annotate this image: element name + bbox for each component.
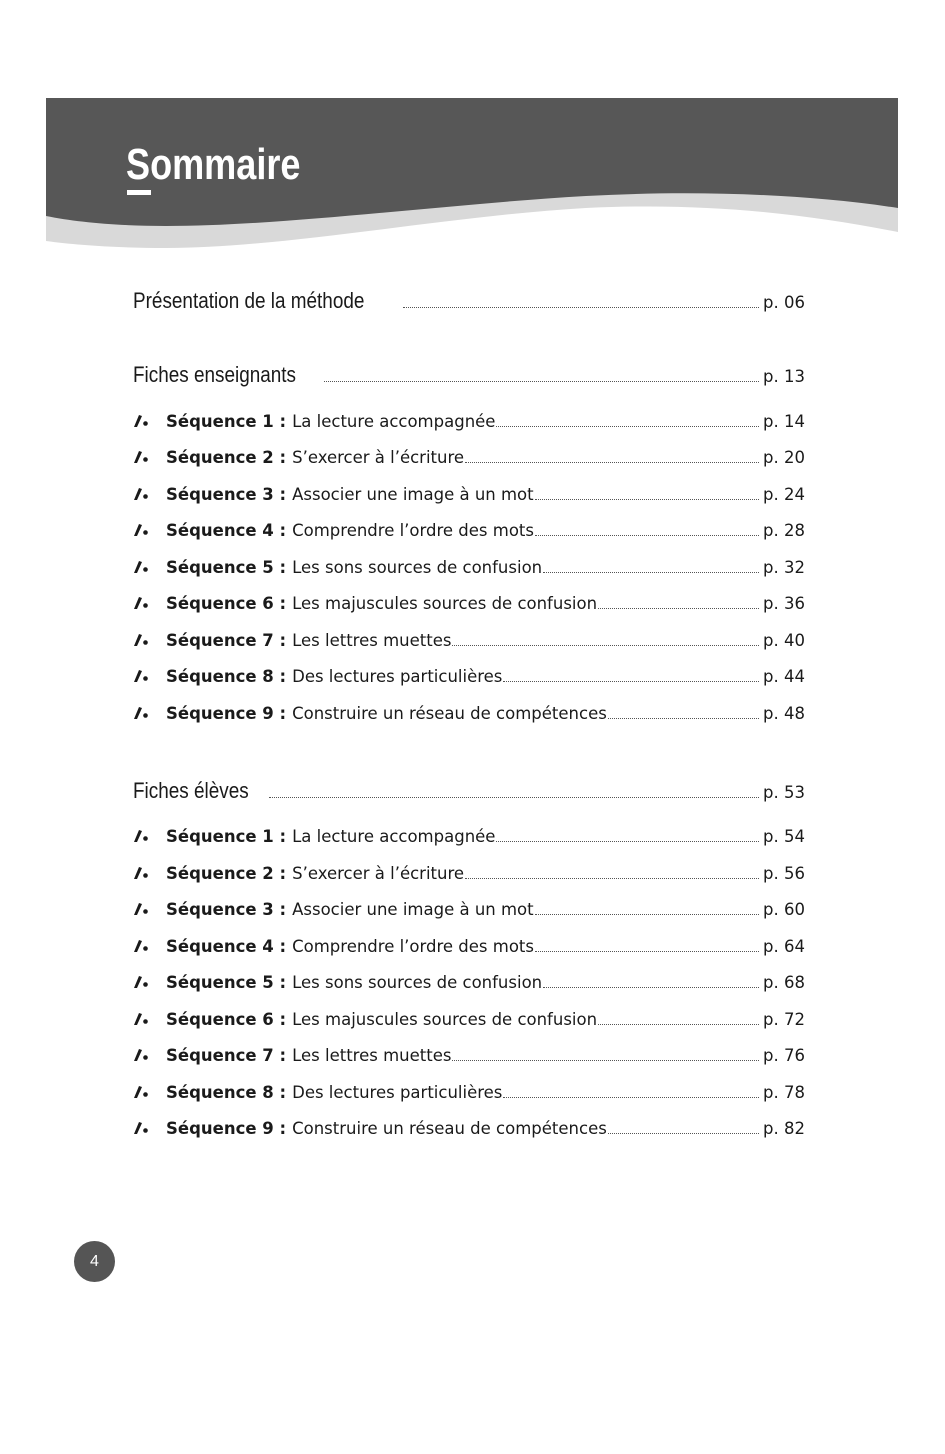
entry-page: p. 68 [763, 973, 805, 992]
entry-page: p. 76 [763, 1046, 805, 1065]
toc-intro-page: p. 06 [763, 293, 805, 312]
sequence-title: Les lettres muettes [292, 1046, 452, 1065]
sequence-title: Des lectures particulières [292, 667, 503, 686]
sequence-title: Les majuscules sources de confusion [292, 1010, 598, 1029]
sequence-title: Les sons sources de confusion [292, 973, 543, 992]
leader-dots [535, 535, 759, 536]
toc-entry[interactable] [133, 1083, 805, 1102]
sequence-title: S’exercer à l’écriture [292, 448, 465, 467]
toc-entry[interactable] [133, 631, 805, 650]
pencil-marker-icon [133, 633, 151, 647]
toc-entry[interactable] [133, 937, 805, 956]
entry-page: p. 32 [763, 558, 805, 577]
entry-page: p. 36 [763, 594, 805, 613]
toc-intro[interactable] [133, 288, 805, 314]
leader-dots [496, 426, 759, 427]
sequence-title: Associer une image à un mot [292, 485, 534, 504]
leader-dots [535, 499, 759, 500]
pencil-marker-icon [133, 523, 151, 537]
leader-dots [543, 987, 759, 988]
pencil-marker-icon [133, 560, 151, 574]
leader-dots [608, 1133, 759, 1134]
sequence-title: La lecture accompagnée [292, 412, 496, 431]
leader-dots [598, 608, 759, 609]
toc-entry[interactable] [133, 704, 805, 723]
section-page: p. 13 [763, 367, 805, 386]
entry-page: p. 20 [763, 448, 805, 467]
entry-page: p. 28 [763, 521, 805, 540]
pencil-marker-icon [133, 669, 151, 683]
toc-entry[interactable] [133, 900, 805, 919]
sequence-title: Comprendre l’ordre des mots [292, 937, 535, 956]
sequence-title: Des lectures particulières [292, 1083, 503, 1102]
toc-intro-label: Présentation de la méthode [133, 288, 365, 313]
sequence-number: Séquence 7 : [166, 631, 287, 650]
entry-page: p. 54 [763, 827, 805, 846]
pencil-marker-icon [133, 1012, 151, 1026]
sequence-number: Séquence 3 : [166, 485, 287, 504]
toc-entry[interactable] [133, 558, 805, 577]
leader-dots [608, 718, 759, 719]
pencil-marker-icon [133, 829, 151, 843]
entry-page: p. 14 [763, 412, 805, 431]
sequence-number: Séquence 9 : [166, 1119, 287, 1138]
sequence-title: S’exercer à l’écriture [292, 864, 465, 883]
entry-page: p. 64 [763, 937, 805, 956]
sequence-title: Construire un réseau de compétences [292, 1119, 607, 1138]
leader-dots [503, 1097, 759, 1098]
entry-page: p. 78 [763, 1083, 805, 1102]
entry-page: p. 24 [763, 485, 805, 504]
pencil-marker-icon [133, 487, 151, 501]
sequence-number: Séquence 2 : [166, 448, 287, 467]
leader-dots [269, 797, 760, 798]
sequence-title: Les sons sources de confusion [292, 558, 543, 577]
pencil-marker-icon [133, 450, 151, 464]
toc-entry[interactable] [133, 827, 805, 846]
pencil-marker-icon [133, 939, 151, 953]
pencil-marker-icon [133, 596, 151, 610]
section-label: Fiches élèves [133, 778, 249, 803]
sequence-title: Les lettres muettes [292, 631, 452, 650]
pencil-marker-icon [133, 1048, 151, 1062]
pencil-marker-icon [133, 706, 151, 720]
toc-entry[interactable] [133, 1119, 805, 1138]
sequence-number: Séquence 4 : [166, 937, 287, 956]
pencil-marker-icon [133, 975, 151, 989]
leader-dots [324, 381, 759, 382]
sequence-number: Séquence 5 : [166, 558, 287, 577]
sequence-number: Séquence 2 : [166, 864, 287, 883]
page-title: Sommaire [126, 140, 301, 189]
pencil-marker-icon [133, 414, 151, 428]
leader-dots [543, 572, 759, 573]
page-number: 4 [90, 1252, 99, 1270]
toc-entry[interactable] [133, 448, 805, 467]
leader-dots [535, 914, 759, 915]
section-page: p. 53 [763, 783, 805, 802]
sequence-number: Séquence 5 : [166, 973, 287, 992]
sequence-number: Séquence 4 : [166, 521, 287, 540]
pencil-marker-icon [133, 1121, 151, 1135]
leader-dots [535, 951, 759, 952]
entry-page: p. 60 [763, 900, 805, 919]
entry-page: p. 82 [763, 1119, 805, 1138]
leader-dots [452, 645, 759, 646]
title-underline [127, 190, 151, 195]
sequence-number: Séquence 9 : [166, 704, 287, 723]
toc-section-eleves[interactable] [133, 778, 805, 804]
sequence-number: Séquence 8 : [166, 1083, 287, 1102]
section-label: Fiches enseignants [133, 362, 297, 387]
leader-dots [452, 1060, 759, 1061]
sequence-title: Associer une image à un mot [292, 900, 534, 919]
sequence-title: La lecture accompagnée [292, 827, 496, 846]
sequence-number: Séquence 1 : [166, 827, 287, 846]
pencil-marker-icon [133, 1085, 151, 1099]
entry-page: p. 44 [763, 667, 805, 686]
toc-entry[interactable] [133, 667, 805, 686]
leader-dots [465, 878, 759, 879]
sequence-title: Comprendre l’ordre des mots [292, 521, 535, 540]
pencil-marker-icon [133, 866, 151, 880]
sequence-number: Séquence 8 : [166, 667, 287, 686]
entry-page: p. 48 [763, 704, 805, 723]
toc-entry[interactable] [133, 521, 805, 540]
sequence-title: Construire un réseau de compétences [292, 704, 607, 723]
sequence-number: Séquence 7 : [166, 1046, 287, 1065]
toc-entry[interactable] [133, 594, 805, 613]
entry-page: p. 56 [763, 864, 805, 883]
sequence-number: Séquence 3 : [166, 900, 287, 919]
page-number-badge [74, 1241, 115, 1282]
sequence-title: Les majuscules sources de confusion [292, 594, 598, 613]
toc-entry[interactable] [133, 973, 805, 992]
leader-dots [598, 1024, 759, 1025]
leader-dots [496, 841, 759, 842]
leader-dots [403, 307, 759, 308]
sequence-number: Séquence 1 : [166, 412, 287, 431]
toc-entry[interactable] [133, 864, 805, 883]
leader-dots [465, 462, 759, 463]
toc-entry[interactable] [133, 1010, 805, 1029]
sequence-number: Séquence 6 : [166, 594, 287, 613]
toc-entry[interactable] [133, 1046, 805, 1065]
entry-page: p. 40 [763, 631, 805, 650]
toc-entry[interactable] [133, 412, 805, 431]
toc-section-enseignants[interactable] [133, 362, 805, 388]
entry-page: p. 72 [763, 1010, 805, 1029]
toc-entry[interactable] [133, 485, 805, 504]
pencil-marker-icon [133, 902, 151, 916]
leader-dots [503, 681, 759, 682]
sequence-number: Séquence 6 : [166, 1010, 287, 1029]
